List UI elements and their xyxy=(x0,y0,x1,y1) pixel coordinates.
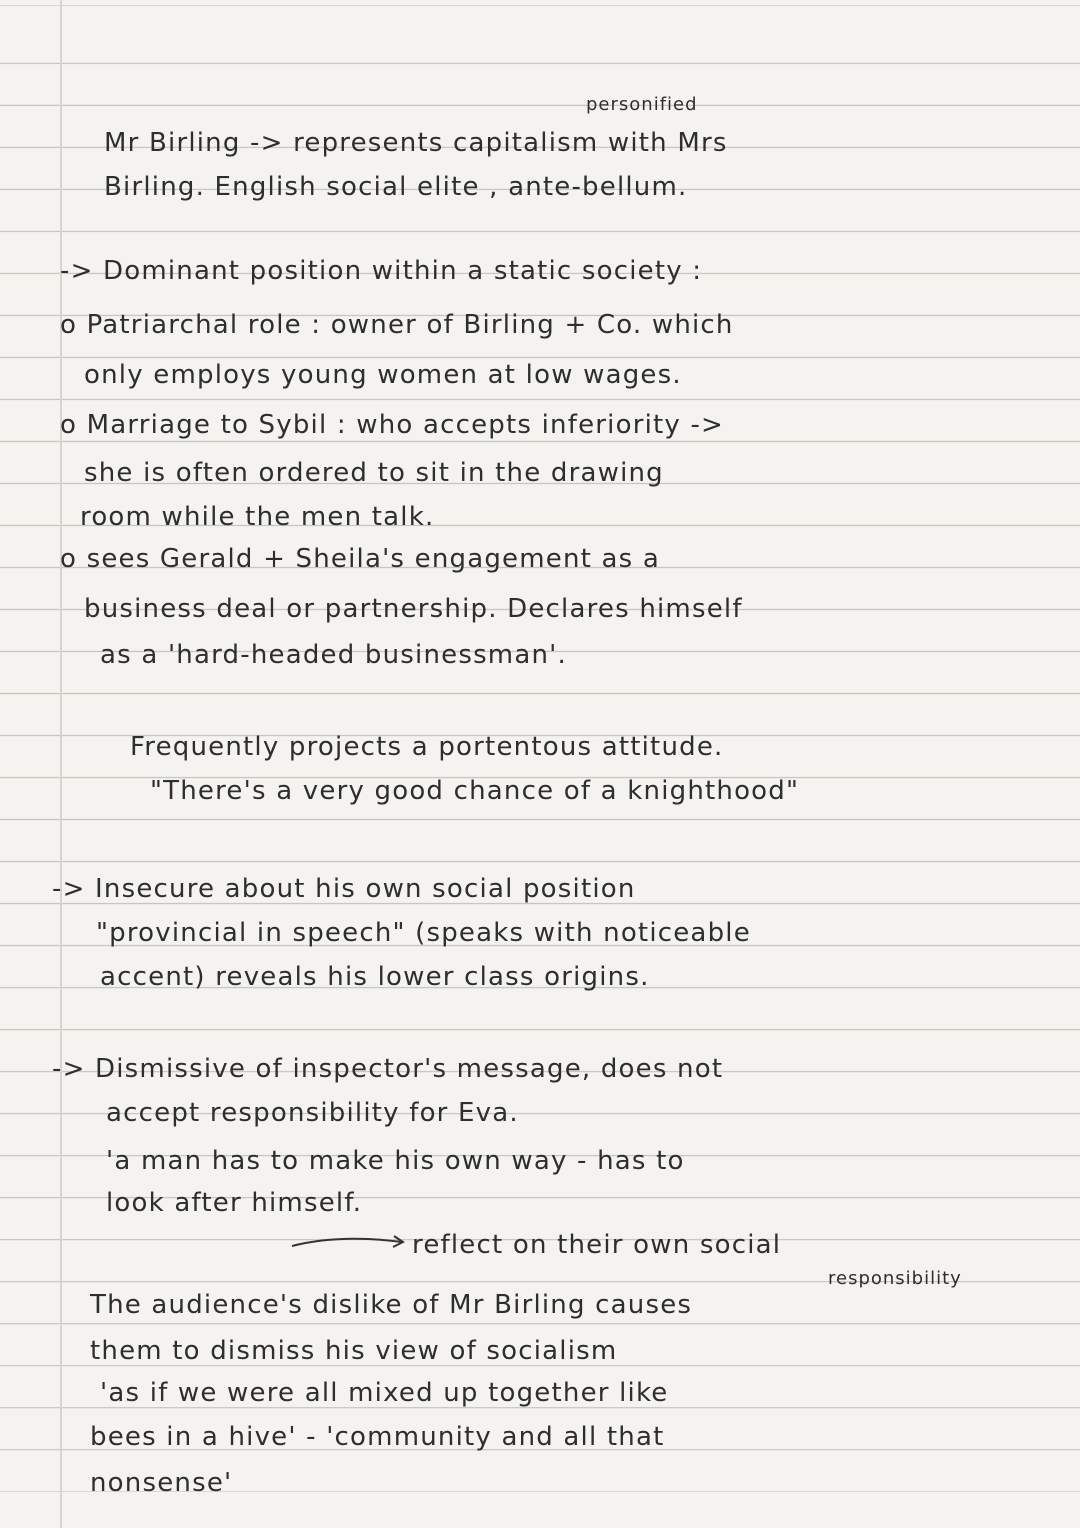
lower-class-line: accent) reveals his lower class origins. xyxy=(100,962,650,992)
bullet-engagement-line-3: as a 'hard-headed businessman'. xyxy=(100,640,567,670)
margin-line xyxy=(60,0,62,1528)
annotation-reflect: reflect on their own social xyxy=(412,1230,782,1260)
bullet-engagement-line-2: business deal or partnership. Declares himself xyxy=(84,594,743,624)
bees-quote-line-2: bees in a hive' - 'community and all that xyxy=(90,1422,665,1452)
bullet-engagement-line-1: o sees Gerald + Sheila's engagement as a xyxy=(60,544,660,574)
knighthood-quote: "There's a very good chance of a knighthood" xyxy=(150,776,800,806)
annotation-responsibility: responsibility xyxy=(828,1268,962,1289)
annotation-personified: personified xyxy=(586,94,698,115)
dismissive-heading: -> Dismissive of inspector's message, does not xyxy=(52,1054,724,1084)
bullet-marriage-line-1: o Marriage to Sybil : who accepts inferiority -> xyxy=(60,410,725,440)
portentous-attitude-line: Frequently projects a portentous attitude. xyxy=(130,732,724,762)
look-after-line: look after himself. xyxy=(106,1188,363,1218)
nonsense-line: nonsense' xyxy=(90,1468,233,1498)
own-way-quote: 'a man has to make his own way - has to xyxy=(106,1146,685,1176)
insecure-heading: -> Insecure about his own social position xyxy=(52,874,636,904)
audience-dislike-line: The audience's dislike of Mr Birling causes xyxy=(90,1290,693,1320)
bullet-marriage-line-2: she is often ordered to sit in the drawing xyxy=(84,458,664,488)
provincial-quote: "provincial in speech" (speaks with noticeable xyxy=(96,918,751,948)
bullet-patriarchal-line-2: only employs young women at low wages. xyxy=(84,360,682,390)
section-dominant-position-heading: -> Dominant position within a static society : xyxy=(60,256,703,286)
annotation-arrow-icon xyxy=(290,1232,410,1256)
responsibility-line: accept responsibility for Eva. xyxy=(106,1098,519,1128)
header-line-1: Mr Birling -> represents capitalism with Mrs xyxy=(104,128,728,158)
bullet-patriarchal-line-1: o Patriarchal role : owner of Birling + Co. which xyxy=(60,310,734,340)
bullet-marriage-line-3: room while the men talk. xyxy=(80,502,435,532)
dismiss-socialism-line: them to dismiss his view of socialism xyxy=(90,1336,618,1366)
header-line-2: Birling. English social elite , ante-bellum. xyxy=(104,172,688,202)
bees-quote-line-1: 'as if we were all mixed up together like xyxy=(100,1378,669,1408)
